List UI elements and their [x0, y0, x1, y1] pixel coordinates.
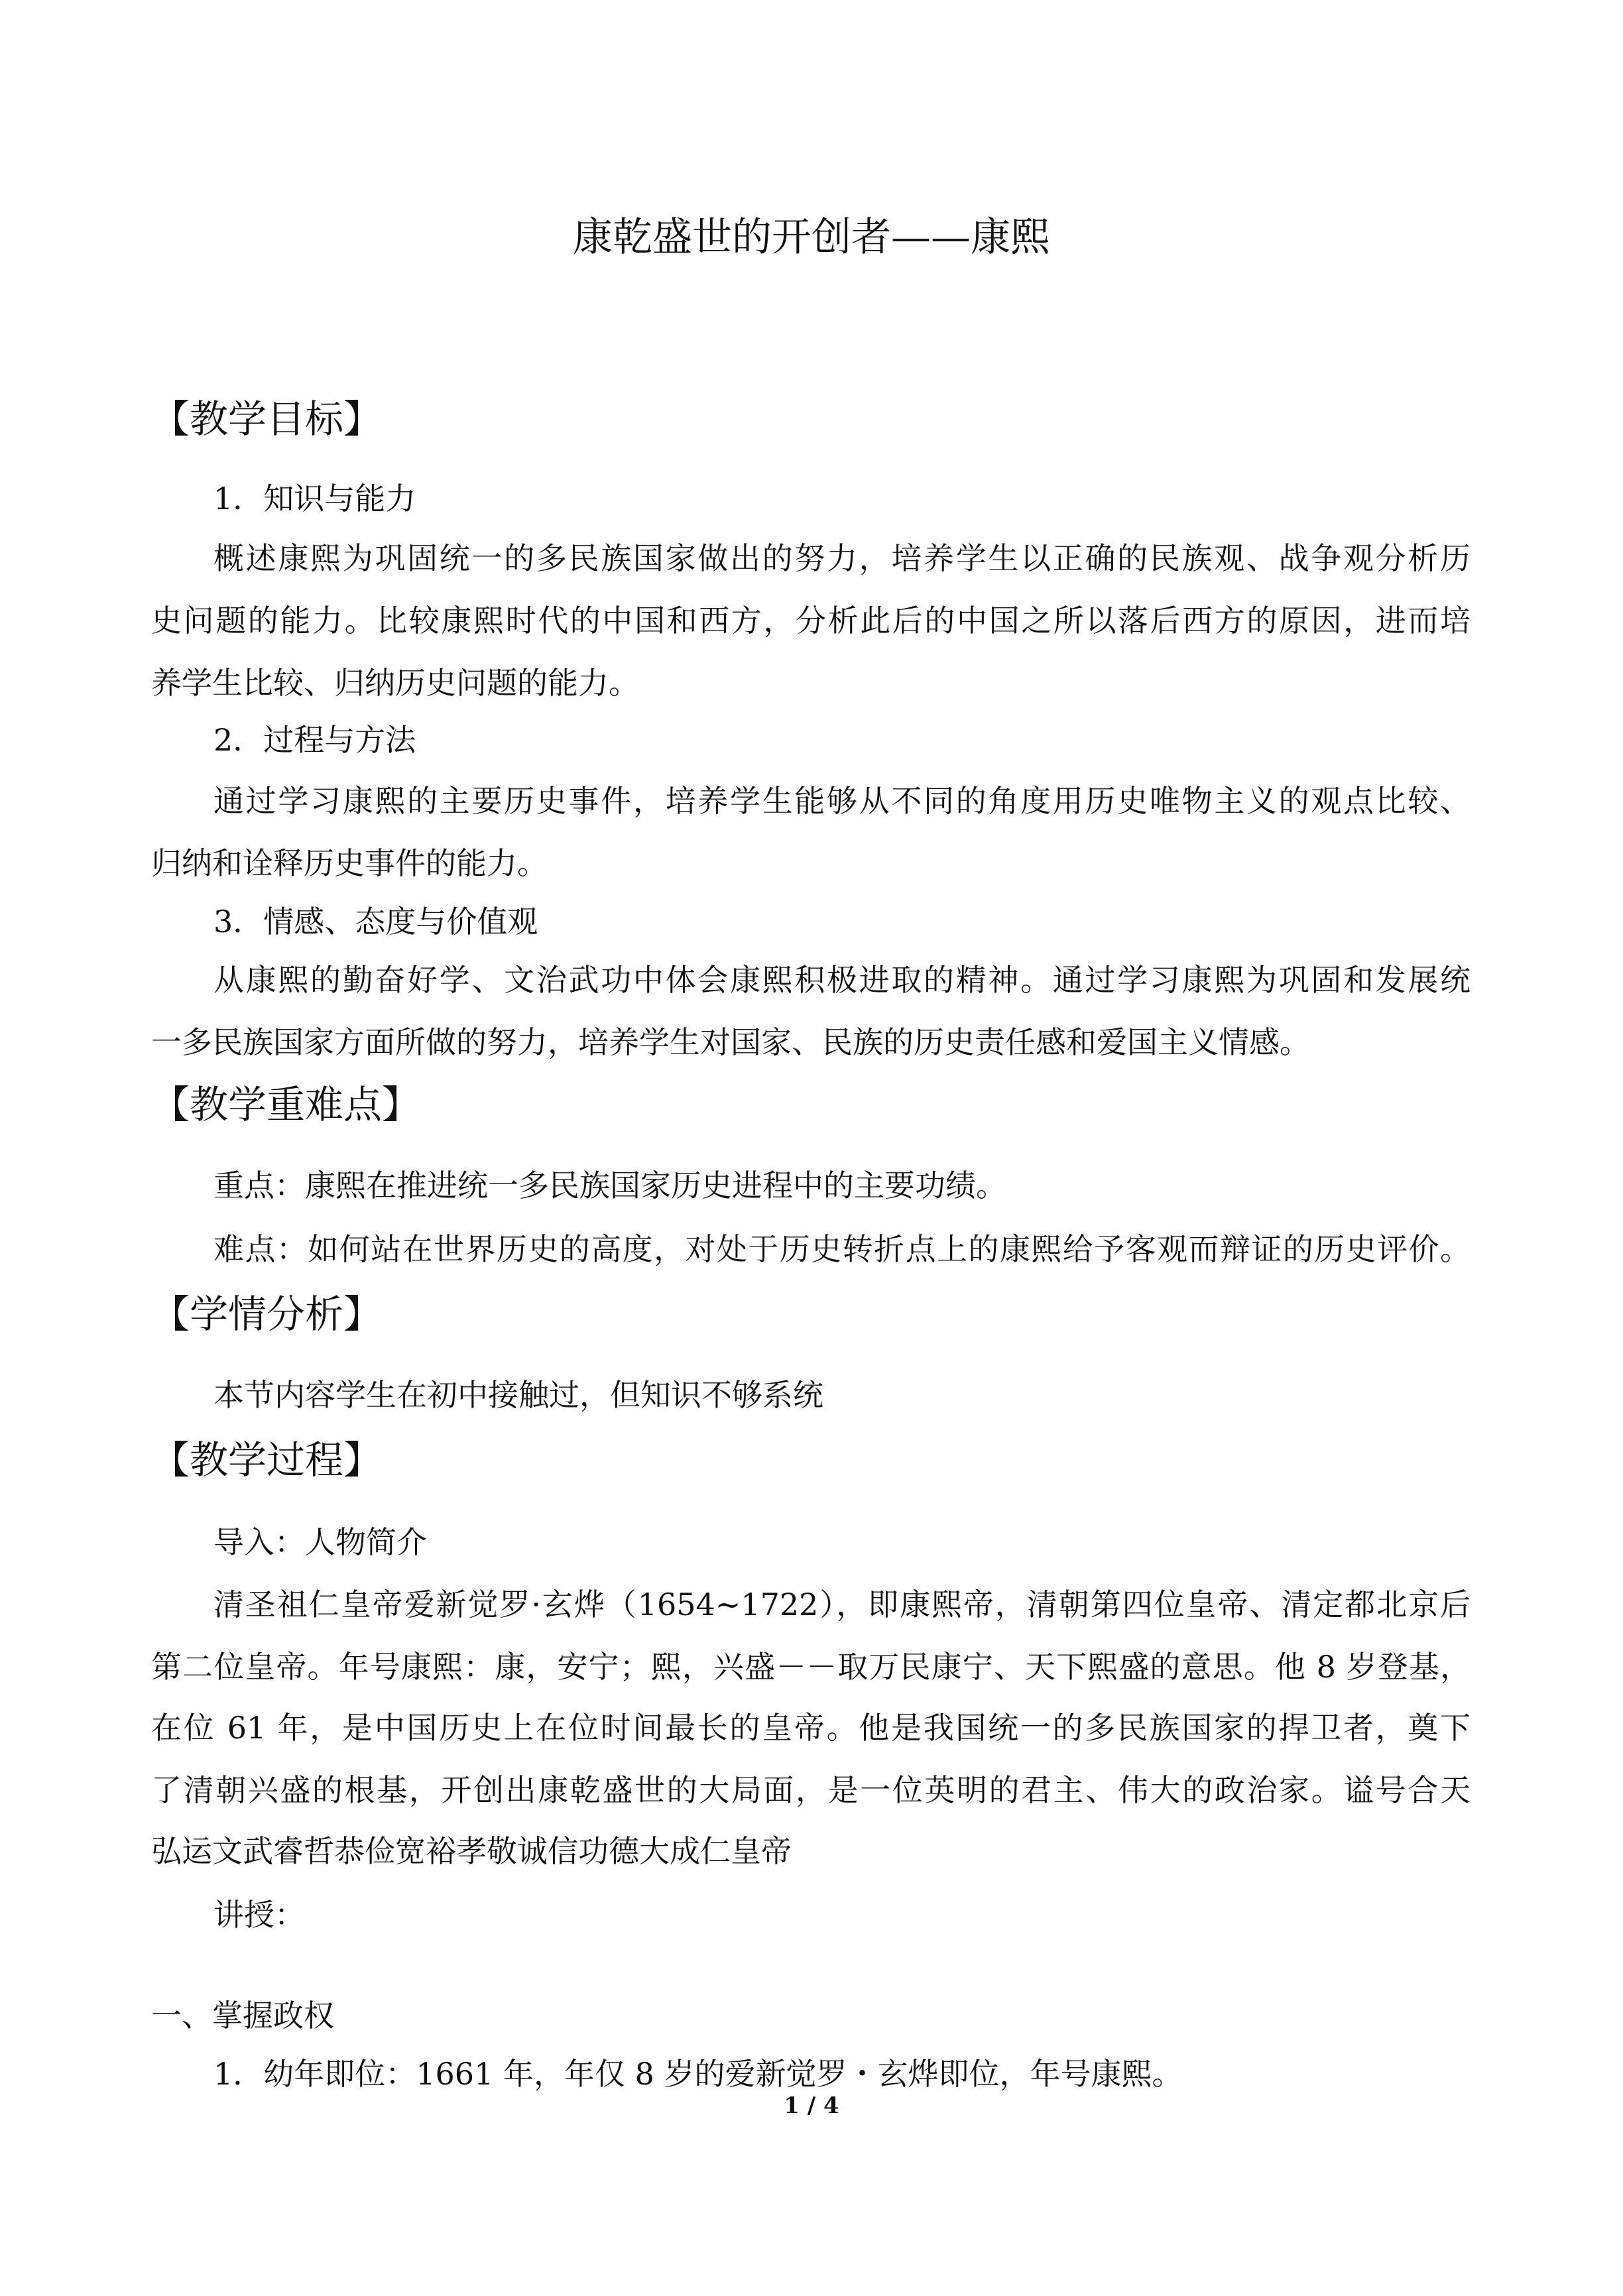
- paragraph-line: 归纳和诠释历史事件的能力。: [151, 845, 548, 881]
- paragraph-line: 了清朝兴盛的根基，开创出康乾盛世的大局面，是一位英明的君主、伟大的政治家。谥号合天: [151, 1772, 1471, 1808]
- part-one-item-1: 1．幼年即位：1661 年，年仅 8 岁的爱新觉罗・玄烨即位，年号康熙。: [213, 2056, 1183, 2092]
- page-number: 1 / 4: [784, 2092, 839, 2119]
- intro-label: 导入：人物简介: [213, 1524, 427, 1560]
- lecture-label: 讲授：: [213, 1897, 305, 1933]
- paragraph-line: 在位 61 年，是中国历史上在位时间最长的皇帝。他是我国统一的多民族国家的捍卫者，奠下: [151, 1710, 1471, 1746]
- paragraph-line: 从康熙的勤奋好学、文治武功中体会康熙积极进取的精神。通过学习康熙为巩固和发展统: [213, 962, 1471, 998]
- section-heading-process: 【教学过程】: [151, 1437, 383, 1482]
- part-one-title: 一、掌握政权: [151, 1998, 334, 2033]
- document-title: 康乾盛世的开创者——康熙: [573, 214, 1050, 261]
- section-heading-analysis: 【学情分析】: [151, 1292, 383, 1337]
- paragraph-line: 一多民族国家方面所做的努力，培养学生对国家、民族的历史责任感和爱国主义情感。: [151, 1024, 1310, 1060]
- section-heading-objectives: 【教学目标】: [151, 396, 383, 442]
- paragraph-line: 清圣祖仁皇帝爱新觉罗·玄烨（1654~1722），即康熙帝，清朝第四位皇帝、清定都北京后: [213, 1587, 1471, 1622]
- section-heading-key-points: 【教学重难点】: [151, 1082, 421, 1127]
- paragraph-line: 弘运文武睿哲恭俭宽裕孝敬诚信功德大成仁皇帝: [151, 1833, 792, 1869]
- subheading-process-method: 2．过程与方法: [213, 722, 416, 758]
- paragraph-line: 概述康熙为巩固统一的多民族国家做出的努力，培养学生以正确的民族观、战争观分析历: [213, 540, 1471, 576]
- key-point-text: 重点：康熙在推进统一多民族国家历史进程中的主要功绩。: [213, 1168, 1006, 1203]
- subheading-knowledge: 1．知识与能力: [213, 481, 416, 516]
- paragraph-line: 养学生比较、归纳历史问题的能力。: [151, 665, 639, 701]
- analysis-text: 本节内容学生在初中接触过，但知识不够系统: [213, 1377, 823, 1413]
- difficult-point-text: 难点：如何站在世界历史的高度，对处于历史转折点上的康熙给予客观而辩证的历史评价。: [213, 1231, 1471, 1267]
- subheading-emotion-values: 3．情感、态度与价值观: [213, 904, 538, 939]
- paragraph-line: 通过学习康熙的主要历史事件，培养学生能够从不同的角度用历史唯物主义的观点比较、: [213, 783, 1471, 819]
- paragraph-line: 史问题的能力。比较康熙时代的中国和西方，分析此后的中国之所以落后西方的原因，进而培: [151, 603, 1471, 638]
- paragraph-line: 第二位皇帝。年号康熙：康，安宁；熙，兴盛－－取万民康宁、天下熙盛的意思。他 8 岁登基，: [151, 1649, 1471, 1685]
